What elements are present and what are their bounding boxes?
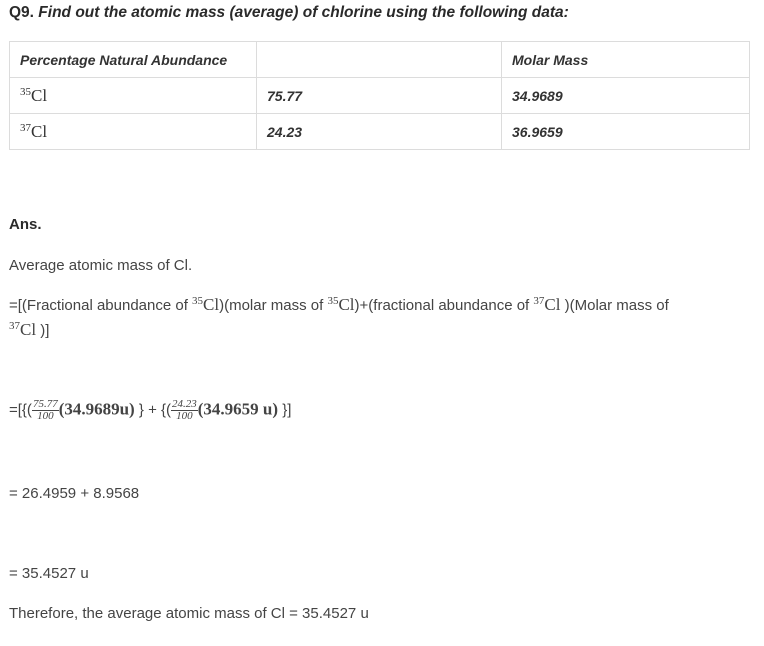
text-segment: )+(fractional abundance of (354, 297, 534, 314)
answer-label: Ans. (9, 216, 42, 233)
text-segment: )(molar mass of (219, 297, 328, 314)
text-segment: =[(Fractional abundance of (9, 297, 193, 314)
result-line: = 35.4527 u (9, 565, 89, 582)
element-symbol: Cl (338, 295, 355, 314)
isotope-cell (10, 114, 257, 150)
header-molar-mass: Molar Mass (502, 42, 750, 78)
question-text: Find out the atomic mass (average) of chlorine using the following data: (38, 4, 569, 21)
answer-line-1: Average atomic mass of Cl. (9, 257, 193, 274)
header-blank (257, 42, 502, 78)
element-symbol: Cl (31, 121, 48, 141)
fraction (32, 399, 59, 422)
text-segment: =[{( (9, 401, 32, 419)
molar-mass-cell: 34.9689 (502, 78, 750, 114)
molar-value: (34.9659 u) (197, 399, 279, 419)
fraction (171, 399, 198, 422)
numerator: 24.23 (172, 398, 197, 410)
text-segment: }] (278, 401, 292, 419)
text-segment: } + {( (134, 401, 171, 419)
text-segment: )(Molar mass of (560, 297, 669, 314)
molar-value: (34.9689u) (58, 399, 135, 419)
isotope-notation (327, 295, 354, 314)
header-abundance: Percentage Natural Abundance (10, 42, 257, 78)
table-row (10, 78, 750, 114)
mass-number: 37 (533, 295, 545, 307)
element-symbol: Cl (20, 320, 37, 339)
mass-number: 37 (9, 320, 20, 332)
numerator: 75.77 (32, 398, 58, 410)
denominator: 100 (37, 410, 54, 422)
abundance-cell: 75.77 (257, 78, 502, 114)
answer-line-2-cont (9, 320, 49, 340)
question-heading (9, 4, 569, 22)
mass-number: 35 (20, 85, 31, 98)
answer-line-2 (9, 295, 669, 315)
conclusion-line: Therefore, the average atomic mass of Cl = 35.4527 u (9, 605, 369, 622)
element-symbol: Cl (31, 85, 48, 105)
isotope-notation (533, 295, 560, 314)
abundance-table (9, 41, 750, 150)
abundance-cell: 24.23 (257, 114, 502, 150)
isotope-notation (192, 295, 219, 314)
mass-number: 35 (327, 295, 339, 307)
isotope-cell (10, 78, 257, 114)
question-number: Q9. (9, 4, 34, 21)
element-symbol: Cl (544, 295, 561, 314)
isotope-notation (9, 320, 36, 339)
element-symbol: Cl (203, 295, 220, 314)
text-segment: )] (36, 322, 50, 339)
mass-number: 37 (20, 121, 31, 134)
molar-mass-cell: 36.9659 (502, 114, 750, 150)
formula-line (9, 399, 291, 422)
mass-number: 35 (192, 295, 204, 307)
denominator: 100 (176, 410, 193, 422)
sum-line: = 26.4959 + 8.9568 (9, 485, 140, 502)
table-row (10, 114, 750, 150)
table-header-row (10, 42, 750, 78)
